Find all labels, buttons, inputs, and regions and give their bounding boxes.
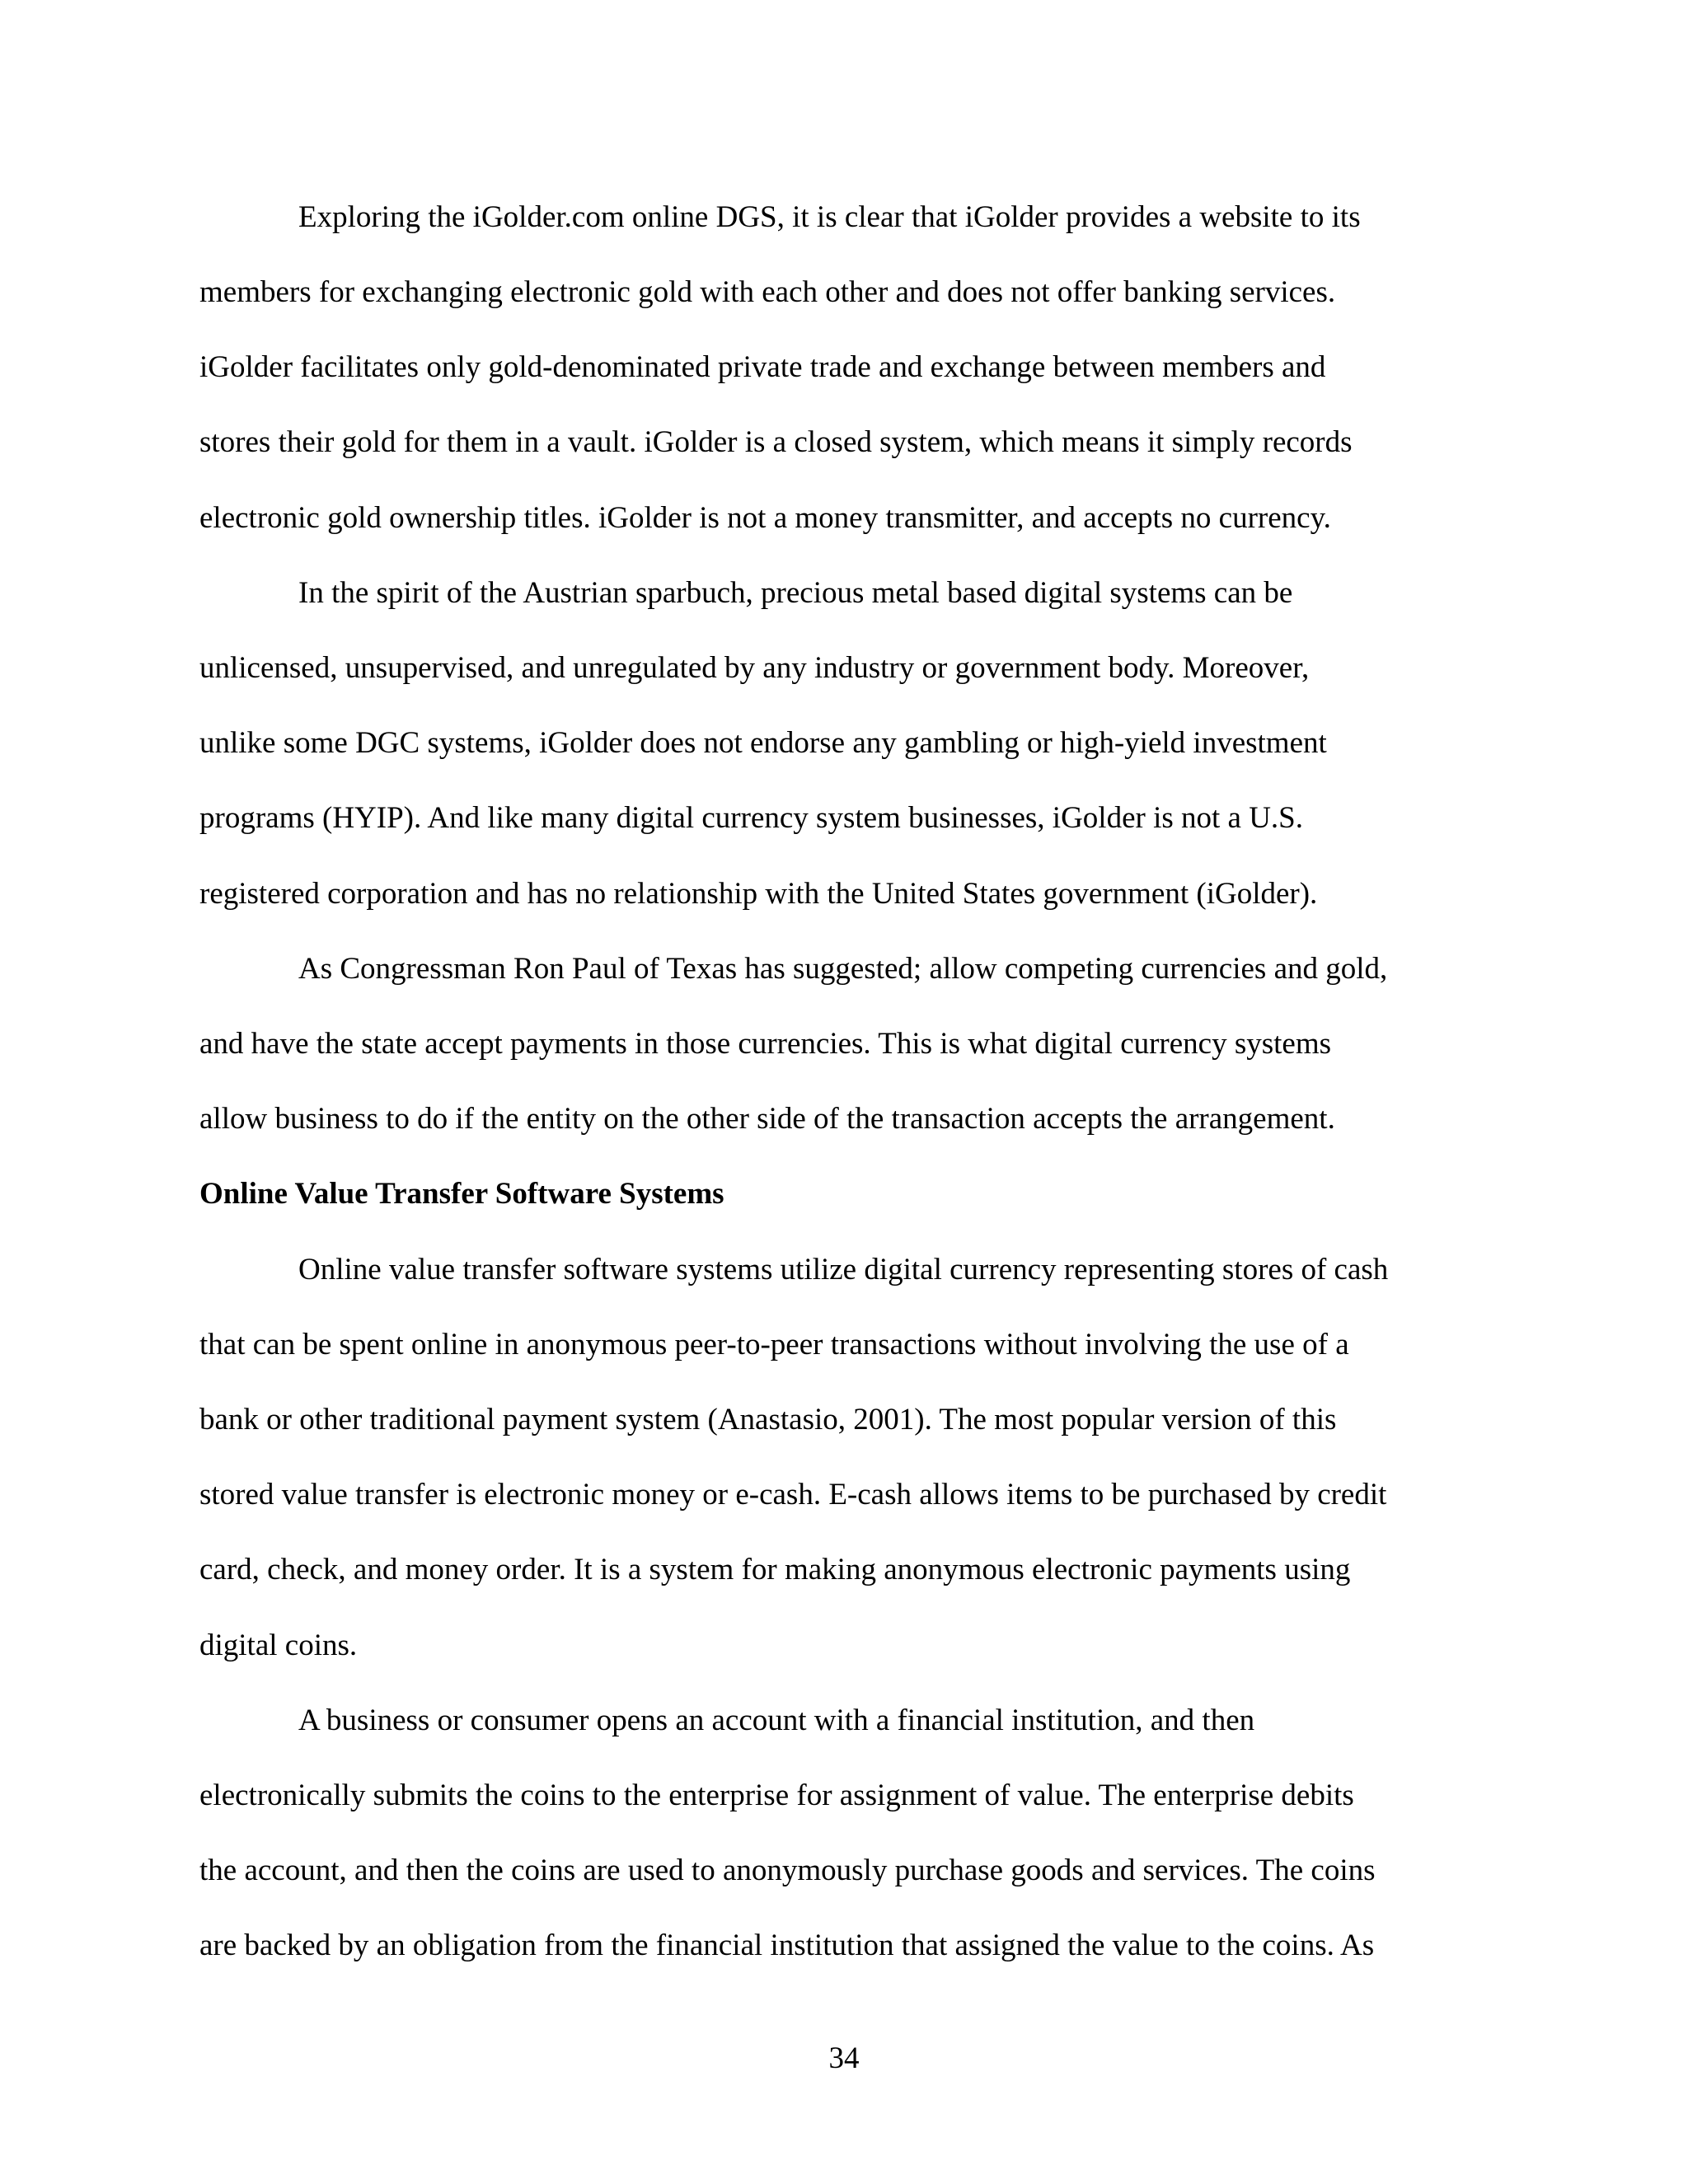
text-line: stored value transfer is electronic money or e-cash. E-cash allows items to be purchased by credit <box>199 1478 1387 1511</box>
text-line: bank or other traditional payment system (Anastasio, 2001). The most popular version of this <box>199 1403 1337 1436</box>
text-line: that can be spent online in anonymous peer-to-peer transactions without involving the use of a <box>199 1328 1349 1361</box>
text-line: and have the state accept payments in those currencies. This is what digital currency systems <box>199 1027 1332 1061</box>
text-line: registered corporation and has no relationship with the United States government (iGolder). <box>199 877 1318 911</box>
text-line: the account, and then the coins are used to anonymously purchase goods and services. The coins <box>199 1854 1376 1887</box>
text-line: A business or consumer opens an account with a financial institution, and then <box>298 1704 1255 1737</box>
text-line: unlike some DGC systems, iGolder does not endorse any gambling or high-yield investment <box>199 726 1327 760</box>
text-line: unlicensed, unsupervised, and unregulated by any industry or government body. Moreover, <box>199 651 1310 685</box>
section-heading: Online Value Transfer Software Systems <box>199 1177 724 1211</box>
text-line: electronically submits the coins to the enterprise for assignment of value. The enterprise debits <box>199 1779 1354 1812</box>
text-line: Exploring the iGolder.com online DGS, it is clear that iGolder provides a website to its <box>298 200 1361 234</box>
text-line: In the spirit of the Austrian sparbuch, precious metal based digital systems can be <box>298 576 1293 610</box>
text-line: iGolder facilitates only gold-denominated private trade and exchange between members and <box>199 350 1326 384</box>
text-line: card, check, and money order. It is a system for making anonymous electronic payments using <box>199 1553 1351 1586</box>
text-line: programs (HYIP). And like many digital currency system businesses, iGolder is not a U.S. <box>199 801 1303 835</box>
text-line: allow business to do if the entity on the other side of the transaction accepts the arrangement. <box>199 1102 1335 1136</box>
page-number: 34 <box>828 2041 860 2075</box>
text-line: Online value transfer software systems utilize digital currency representing stores of cash <box>298 1253 1389 1286</box>
text-line: electronic gold ownership titles. iGolder is not a money transmitter, and accepts no currency. <box>199 501 1331 535</box>
text-line: members for exchanging electronic gold with each other and does not offer banking services. <box>199 275 1336 309</box>
text-line: digital coins. <box>199 1629 358 1662</box>
text-line: are backed by an obligation from the financial institution that assigned the value to the coins. As <box>199 1929 1375 1962</box>
text-line: As Congressman Ron Paul of Texas has suggested; allow competing currencies and gold, <box>298 952 1388 986</box>
text-line: stores their gold for them in a vault. iGolder is a closed system, which means it simply records <box>199 425 1353 459</box>
